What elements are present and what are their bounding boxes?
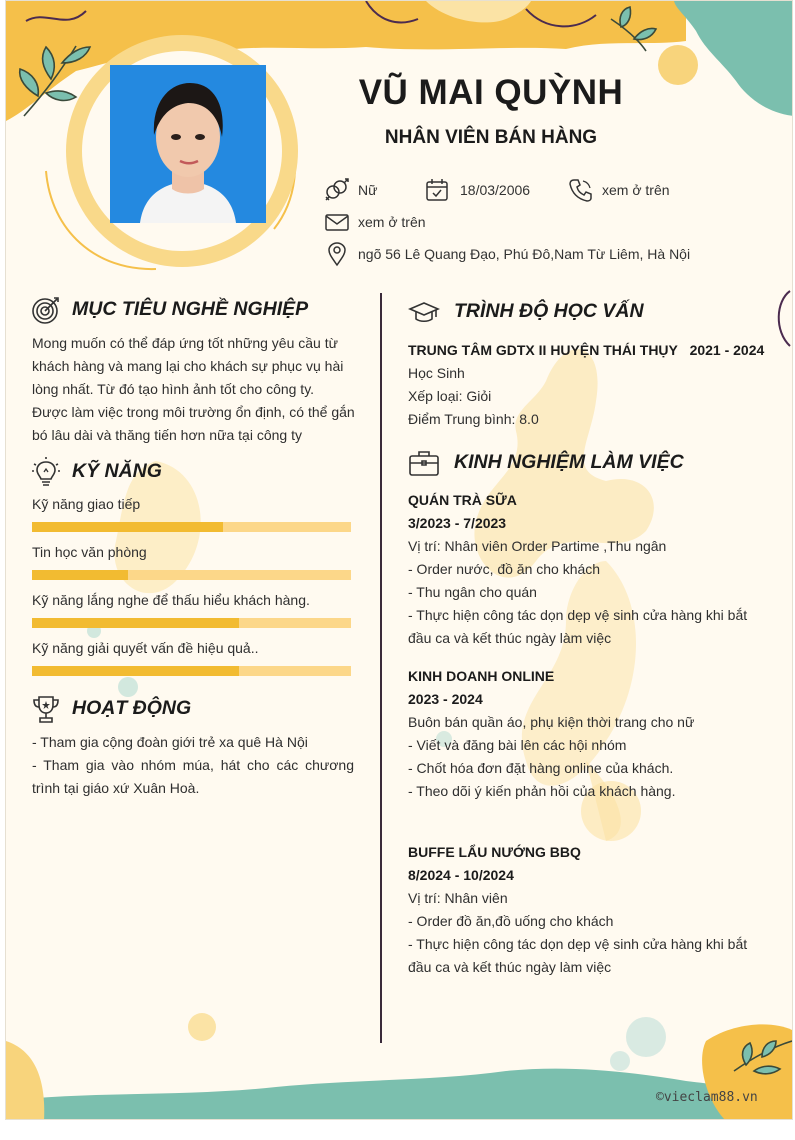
objective-line: khách hàng và mang lại cho khách sự phục vụ hài [32, 358, 344, 374]
job-entry [408, 841, 764, 979]
job-company: QUÁN TRÀ SỮA [408, 492, 517, 508]
activity-item: - Tham gia cộng đoàn giới trẻ xa quê Hà Nội [32, 734, 308, 750]
section-title-objective: MỤC TIÊU NGHỀ NGHIỆP [72, 298, 309, 320]
job-position: NHÂN VIÊN BÁN HÀNG [384, 127, 598, 148]
skill-label: Tin học văn phòng [32, 544, 147, 560]
job-detail: - Theo dõi ý kiến phản hồi của khách hàng. [408, 783, 676, 799]
email-icon [324, 209, 350, 235]
job-entry [408, 665, 764, 803]
skill-label: Kỹ năng giao tiếp [32, 496, 141, 512]
job-period: 3/2023 - 7/2023 [408, 515, 507, 531]
skill-progress-bar [32, 570, 351, 580]
trophy-icon [30, 693, 62, 725]
skill-progress-bar [32, 522, 351, 532]
target-icon [30, 294, 62, 326]
activities-text [32, 731, 354, 800]
address-value: ngõ 56 Lê Quang Đạo, Phú Đô,Nam Từ Liêm, Hà Nội [358, 246, 691, 262]
job-detail: Buôn bán quần áo, phụ kiện thời trang cho nữ [408, 714, 695, 730]
skill-progress-fill [32, 618, 239, 628]
objective-line: bó lâu dài và thăng tiến hơn nữa tại công ty [32, 427, 302, 443]
education-detail: Xếp loại: Giỏi [408, 388, 492, 404]
footer-credit: ©vieclam88.vn [656, 1090, 758, 1105]
avatar [110, 65, 266, 223]
job-detail: - Chốt hóa đơn đặt hàng online của khách. [408, 760, 674, 776]
objective-text [32, 332, 354, 447]
job-detail: - Order đồ ăn,đồ uống cho khách [408, 913, 614, 929]
activity-item: - Tham gia vào nhóm múa, hát cho các chương trình tại giáo xứ Xuân Hoà. [32, 757, 354, 796]
education-period: 2021 - 2024 [689, 342, 765, 358]
job-detail: - Thực hiện công tác dọn dẹp vệ sinh cửa hàng khi bắt đầu ca và kết thúc ngày làm việc [408, 936, 748, 975]
skill-label: Kỹ năng lắng nghe để thấu hiểu khách hàng. [32, 592, 310, 608]
job-detail: Vị trí: Nhân viên Order Partime ,Thu ngân [408, 538, 667, 554]
phone-icon [568, 177, 594, 203]
education-school-row [408, 339, 764, 362]
skill-progress-bar [32, 666, 351, 676]
section-title-skills: KỸ NĂNG [72, 460, 162, 482]
candidate-name: VŨ MAI QUỲNH [358, 73, 624, 112]
lightbulb-icon [30, 456, 62, 488]
job-detail: - Thu ngân cho quán [408, 584, 537, 600]
job-period: 8/2024 - 10/2024 [408, 867, 514, 883]
job-company: KINH DOANH ONLINE [408, 668, 555, 684]
job-entry [408, 489, 764, 650]
objective-line: lòng nhất. Từ đó tạo hình ảnh tốt cho công ty. [32, 381, 315, 397]
section-title-activities: HOẠT ĐỘNG [72, 697, 192, 719]
skill-progress-fill [32, 570, 128, 580]
job-detail: Vị trí: Nhân viên [408, 890, 508, 906]
skill-progress-bar [32, 618, 351, 628]
job-detail: - Viết và đăng bài lên các hội nhóm [408, 737, 627, 753]
skill-progress-fill [32, 522, 223, 532]
avatar-frame [66, 35, 298, 267]
briefcase-icon [408, 447, 440, 479]
birthdate-value: 18/03/2006 [460, 182, 531, 198]
education-entry [408, 339, 764, 431]
column-divider [380, 293, 382, 1043]
email-value: xem ở trên [358, 214, 426, 230]
cv-page [5, 0, 793, 1120]
skill-progress-fill [32, 666, 239, 676]
school-name: TRUNG TÂM GDTX II HUYỆN THÁI THỤY [408, 342, 678, 358]
graduation-cap-icon [408, 297, 440, 329]
objective-line: Mong muốn có thể đáp ứng tốt những yêu cầu từ [32, 335, 338, 351]
gender-icon [324, 177, 350, 203]
job-period: 2023 - 2024 [408, 691, 483, 707]
job-detail: - Thực hiện công tác dọn dẹp vệ sinh cửa hàng khi bắt đầu ca và kết thúc ngày làm việc [408, 607, 748, 646]
skill-label: Kỹ năng giải quyết vấn đề hiệu quả.. [32, 640, 259, 656]
education-detail: Điểm Trung bình: 8.0 [408, 411, 539, 427]
education-detail: Học Sinh [408, 365, 465, 381]
objective-line: Được làm việc trong môi trường ổn định, có thể gắn [32, 404, 355, 420]
calendar-icon [424, 177, 450, 203]
job-detail: - Order nước, đồ ăn cho khách [408, 561, 601, 577]
section-title-education: TRÌNH ĐỘ HỌC VẤN [454, 300, 644, 322]
job-company: BUFFE LẨU NƯỚNG BBQ [408, 844, 581, 860]
section-title-experience: KINH NGHIỆM LÀM VIỆC [454, 451, 684, 473]
phone-value: xem ở trên [602, 182, 670, 198]
location-pin-icon [324, 241, 350, 267]
gender-value: Nữ [358, 182, 378, 198]
